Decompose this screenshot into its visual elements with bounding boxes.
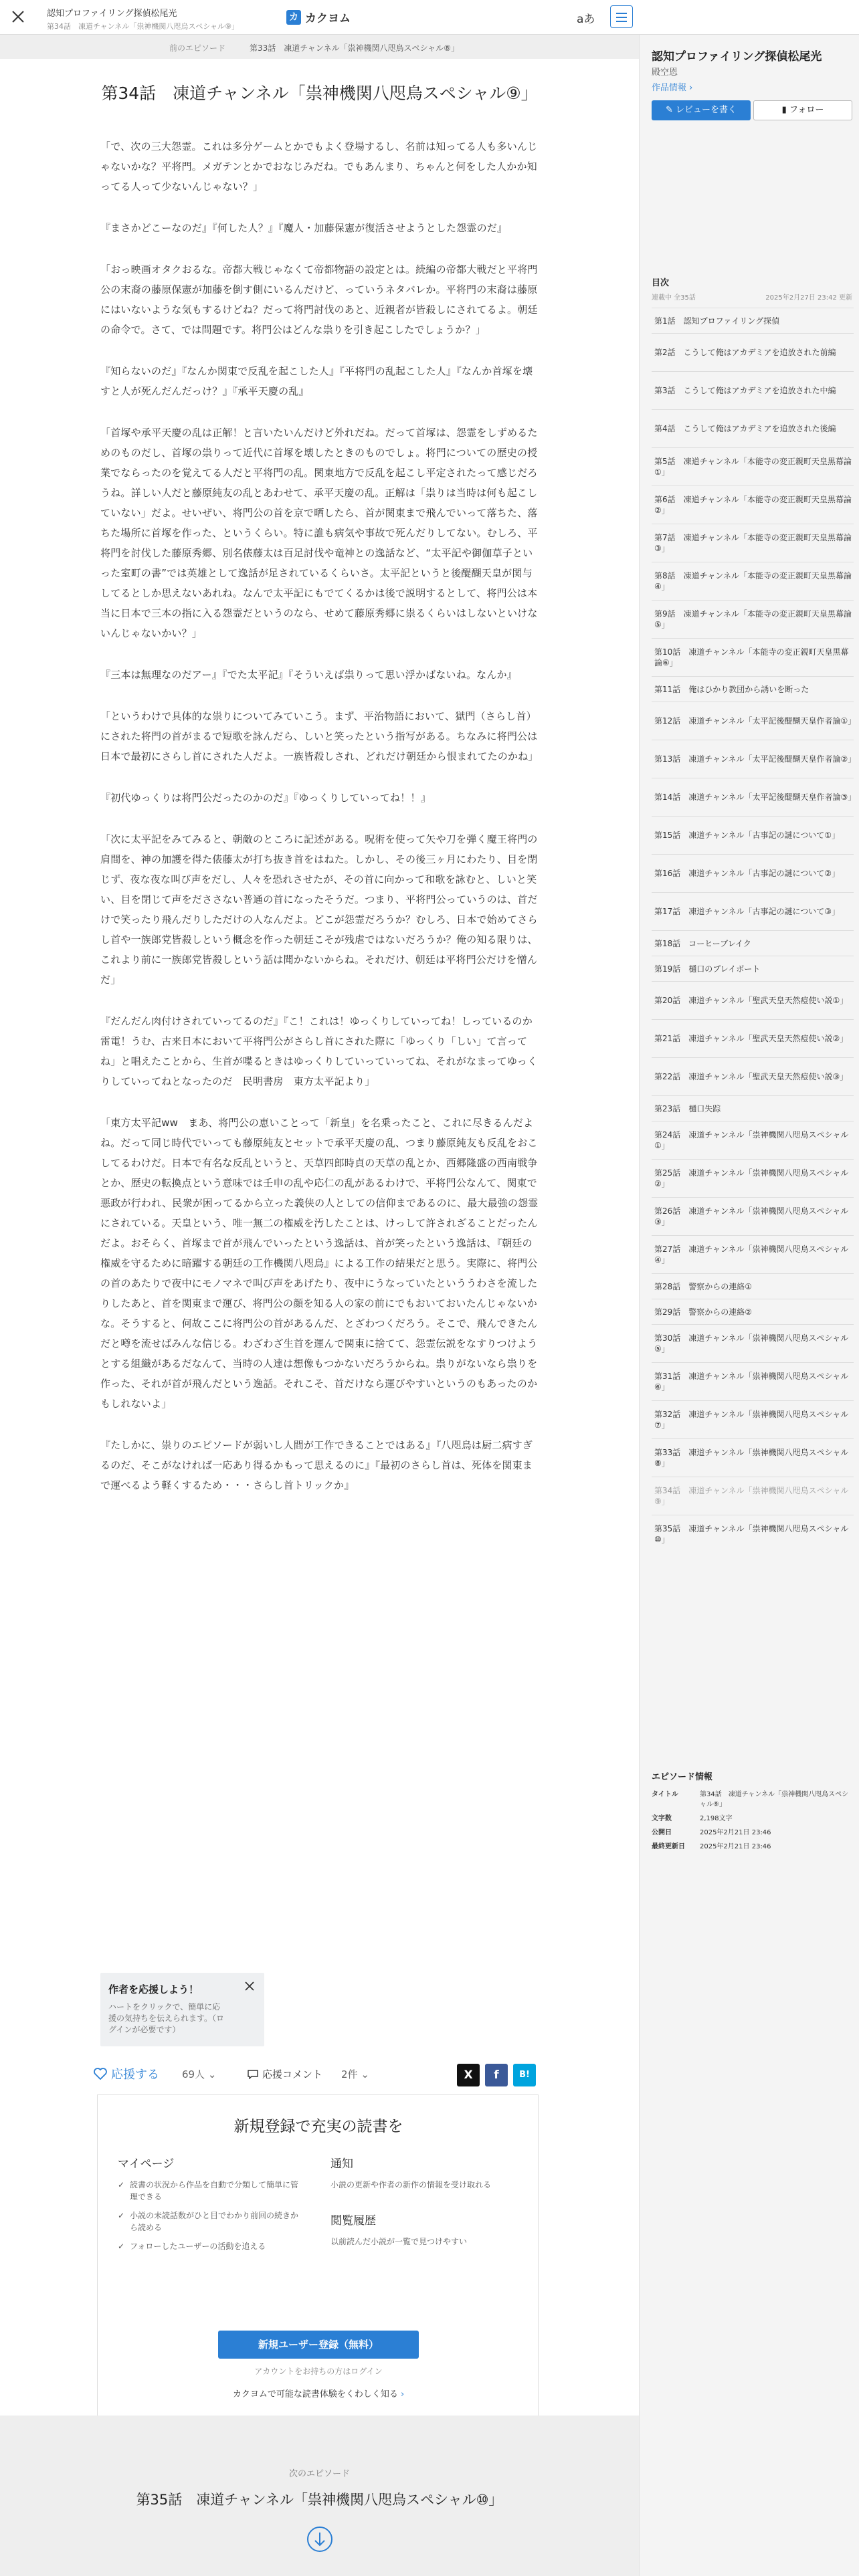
toc-item[interactable]: 第19話 樋口のプレイボート (652, 956, 854, 981)
mypage-item: ✓ 読書の状況から作品を自動で分類して簡単に管理できる (118, 2179, 305, 2203)
article-paragraph: 『初代ゆっくりは将門公だったのかのだ』『ゆっくりしていってね！！』 (100, 792, 431, 804)
toc-item[interactable]: 第30話 凍道チャンネル「祟神機関八咫烏スペシャル⑤」 (652, 1324, 854, 1362)
toc-updated: 2025年2月27日 23:42 更新 (765, 294, 852, 302)
next-episode-panel (0, 2416, 639, 2576)
toc-item[interactable]: 第29話 警察からの連絡② (652, 1299, 854, 1324)
article-paragraph: 「で、次の三大怨霊。これは多分ゲームとかでもよく登場するし、名前は知ってる人も多いんじゃないかな？平将門。メガテンとかでおなじみだね。でもあんまり、ちゃんと何をした人かか知ってる人って少ないんじゃない？」 (100, 140, 538, 193)
toc-status: 連載中 全35話 (652, 294, 696, 302)
learn-more-link[interactable] (98, 2387, 539, 2399)
article (100, 80, 539, 1517)
next-episode-title[interactable]: 第35話 凍道チャンネル「祟神機関八咫烏スペシャル⑩」 (136, 2492, 503, 2508)
review-label: レビューを書く (676, 105, 737, 115)
toc-item[interactable]: 第6話 凍道チャンネル「本能寺の変正親町天皇黒幕論②」 (652, 486, 854, 524)
toc-item[interactable]: 第7話 凍道チャンネル「本能寺の変正親町天皇黒幕論③」 (652, 524, 854, 562)
toc-item[interactable]: 第17話 凍道チャンネル「古事記の謎について③」 (652, 892, 854, 930)
episode-info-chars-value: 2,198文字 (700, 1815, 733, 1822)
chevron-down-icon: ⌄ (361, 2068, 369, 2080)
follow-button[interactable] (753, 100, 852, 120)
menu-button[interactable] (610, 5, 633, 28)
toc-item[interactable]: 第32話 凍道チャンネル「祟神機関八咫烏スペシャル⑦」 (652, 1400, 854, 1438)
cheer-title: 作者を応援しよう！ (108, 1983, 199, 1996)
episode-info-updated-value: 2025年2月21日 23:46 (700, 1843, 771, 1850)
notify-text: 小説の更新や作者の新作の情報を受け取れる (330, 2180, 492, 2189)
review-button[interactable] (652, 100, 751, 120)
next-episode-label: 次のエピソード (288, 2469, 350, 2479)
toc-meta (652, 292, 852, 302)
follow-label: フォロー (789, 105, 824, 115)
current-episode-label: 第33話 凍道チャンネル「祟神機関八咫烏スペシャル⑧」 (250, 43, 460, 53)
sidebar-work-title[interactable]: 認知プロファイリング探偵松尾光 (652, 50, 822, 64)
notify-title: 通知 (330, 2157, 353, 2171)
toc-item[interactable]: 第8話 凍道チャンネル「本能寺の変正親町天皇黒幕論④」 (652, 562, 854, 600)
toc-item[interactable]: 第27話 凍道チャンネル「祟神機関八咫烏スペシャル④」 (652, 1235, 854, 1273)
prev-episode-link[interactable]: 前のエピソード (169, 43, 226, 53)
signup-button[interactable]: 新規ユーザー登録（無料） (218, 2331, 419, 2359)
work-info-text: 作品情報 (652, 83, 687, 93)
chevron-right-icon: › (400, 2389, 405, 2399)
toc-item[interactable]: 第16話 凍道チャンネル「古事記の謎について②」 (652, 854, 854, 892)
cheer-count[interactable] (182, 2067, 216, 2081)
cheer-description: ハートをクリックで、簡単に応援の気持ちを伝えられます。（ログインが必要です） (108, 2002, 225, 2034)
comment-count-text: 2件 (341, 2068, 358, 2080)
mypage-column (118, 2154, 305, 2259)
mypage-item: ✓ 小説の未読話数がひと目でわかり前回の続きから読める (118, 2210, 305, 2234)
article-paragraph: 『三本は無理なのだアー』『でた太平記』『そういえば祟りって思い浮かばないね。なんか』 (100, 669, 517, 681)
toc-item[interactable]: 第15話 凍道チャンネル「古事記の謎について①」 (652, 816, 854, 854)
sidebar-author[interactable]: 殿空恩 (652, 68, 678, 78)
action-row (94, 2057, 539, 2090)
toc-item[interactable]: 第1話 認知プロファイリング探偵 (652, 308, 854, 333)
episode-title: 第34話 凍道チャンネル「祟神機関八咫烏スペシャル⑨」 (101, 84, 538, 103)
mypage-item: ✓ フォローしたユーザーの活動を追える (118, 2240, 305, 2252)
episode-info-title: エピソード情報 (652, 1772, 713, 1782)
toc-item[interactable]: 第11話 俺はひかり教団から誘いを断った (652, 676, 854, 702)
text-size-button[interactable]: aあ (577, 13, 595, 26)
article-paragraph: 「東方太平記ww まあ、将門公の恵いことって「新皇」を名乗ったこと、これに尽きるんだよね。だって同じ時代でいっても藤原純友とセットで承平天慶の乱、つまり藤原純友も反乱をおこしてるわけだ。日本で有名な反乱というと、天草四郎時貞の天草の乱とか、西郷隆盛の西南戦争とか、歴史の転換点という意味では壬申の乱や応仁の乱があるわけで、平将門公なんて、関東で悪政が行われ、民衆が困ってるから立った義侠の人としての信仰まであるのに、最大最強の怨霊にされている。天皇という、唯一無二の権威を汚したことは、けっして許されざることだったんだよ。おそらく、首塚まで首が飛んでいったという逸話は、首が笑ったという逸話は、『朝廷の権威を守るために暗躍する朝廷の工作機関八咫烏』による工作の結果だと思う。実際に、将門公の首のあたりで夜中にモノマネで叫び声をあげたり、夜中にうなっていたといううわさを流したりしたあと、首を関東まで運び、将門公の顔を知る人の家の前にでもおいておいたんじゃないかな。そうすると、何故ここに将門公の首があるんだ、とざわつくだろう。そこで、飛んできたんだと噂を流せばみんな信じる。わざわざ生首を運んで関東に捨てて、怨霊伝説をなすりつけようとする組織があるだなんて、当時の人達は想像もつかないだろうからね。祟りがないなら祟りを作った、それが首が飛んだという逸話。それこそ、首だけなら運びやすいというのもあったのかもしれないよ」 (100, 1117, 539, 1410)
article-paragraph: 『たしかに、祟りのエピソードが弱いし人間が工作できることではある』『八咫烏は厨二病すぎるのだ、そこがなければ一応あり得るかもって思えるのに』『最初のさらし首は、死体を関東まで運べるよう軽くするため・・・さらし首トリックか』 (100, 1439, 533, 1491)
menu-icon (616, 13, 627, 14)
toc-item[interactable]: 第20話 凍道チャンネル「聖武天皇天然痘使い説①」 (652, 981, 854, 1019)
cheer-button[interactable] (94, 2065, 159, 2082)
toc-item[interactable]: 第33話 凍道チャンネル「祟神機関八咫烏スペシャル⑧」 (652, 1438, 854, 1477)
mypage-title: マイページ (118, 2157, 175, 2171)
episode-nav (0, 35, 639, 59)
toc-item[interactable]: 第34話 凍道チャンネル「祟神機関八咫烏スペシャル⑨」 (652, 1477, 854, 1515)
episode-info-key: 最終更新日 (652, 1843, 685, 1850)
login-link[interactable]: アカウントをお持ちの方はログイン (254, 2367, 383, 2376)
toc-item[interactable]: 第23話 樋口失踪 (652, 1095, 854, 1121)
menu-icon-line (616, 21, 627, 22)
logo-mark-icon: カ (286, 10, 301, 25)
notify-column (330, 2154, 491, 2248)
share-hatena-button[interactable]: B! (513, 2064, 536, 2086)
episode-info-key: タイトル (652, 1791, 678, 1798)
article-paragraph: 『だんだん肉付けされていってるのだ』『こ！これは！ゆっくりしていってね！しっているのか雷電！うむ、古来日本において平将門公がさらし首にされた際に「ゆっくり「しい」て言ってね」と唱えたことから、生首が喋るときはゆっくりしていっていってね、それがなまってゆっくりしていってねとなったのだ 民明書房 東方太平記より」 (100, 1015, 538, 1087)
toc-item[interactable]: 第21話 凍道チャンネル「聖武天皇天然痘使い説②」 (652, 1019, 854, 1057)
episode-info-key: 公開日 (652, 1829, 672, 1836)
register-box (97, 2095, 539, 2422)
comment-icon (248, 2070, 258, 2079)
article-paragraph: 「というわけで具体的な祟りについてみていこう。まず、平治物語において、獄門（さらし首）にされた将門の首がまるで短歌を詠んだら、しいと笑ったという指写がある。ちなみに将門公は日本で最初にさらし首にされた人だよ。一族皆殺しされ、どれだけ朝廷から恨まれてたのかね」 (100, 710, 539, 762)
toc-item[interactable]: 第5話 凍道チャンネル「本能寺の変正親町天皇黒幕論①」 (652, 447, 854, 486)
comment-label: 応援コメント (262, 2068, 323, 2080)
history-title: 閲覧履歴 (330, 2214, 376, 2228)
sidebar (639, 35, 859, 2576)
article-paragraph: 「首塚や承平天慶の乱は正解！と言いたいんだけど外れだね。だって首塚は、怨霊をしずめるためのものだし、首塚の祟りって近代に首塚を壊したときのものでしょ。将門についての歴史の授業でならったのを覚えてる人だと平将門の乱。関東地方で反乱を起こし平定されたって感じだろうね。詳しい人だと藤原純友の乱とあわせて、承平天慶の乱。正解は「祟りは当時は何も起こしていない」だよ。せいぜい、将門公の首を京で晒したら、首が関東まで飛んでいって落ちた、落ちた場所に首塚を作った、というくらい。特に誰も病気や事故で死んだりしてない。むしろ、平将門を討伐した藤原秀郷、別名俵藤太は百足討伐や竜神との逸話など、“太平記や御伽草子といった室町の書”では英雄として逸話が足されているくらいさ。太平記というと後醍醐天皇が関与してるとしか思えないあれね。なんで太平記にもでてくるかは後で説明するとして、将門公は本当に日本で三本の指に入る怨霊だというのなら、せめて藤原秀郷に祟るくらいはしないといけないんじゃないかい？」 (100, 427, 538, 639)
toc-item[interactable]: 第14話 凍道チャンネル「太平記後醍醐天皇作者論③」 (652, 778, 854, 816)
comment-button[interactable] (248, 2067, 322, 2081)
learn-more-text: カクヨムで可能な読書体験をくわしく知る (232, 2389, 398, 2399)
logo-text: カクヨム (305, 12, 351, 25)
chevron-right-icon: › (689, 83, 693, 93)
episode-info-key: 文字数 (652, 1815, 672, 1822)
toc-item[interactable]: 第12話 凍道チャンネル「太平記後醍醐天皇作者論①」 (652, 702, 854, 740)
chevron-down-icon: ⌄ (207, 2068, 217, 2080)
toc-item[interactable]: 第24話 凍道チャンネル「祟神機関八咫烏スペシャル①」 (652, 1121, 854, 1159)
heart-icon (94, 2068, 107, 2080)
menu-icon-line (616, 17, 627, 18)
share-x-button[interactable]: X (457, 2064, 480, 2086)
header-episode-crumb: 第34話 凍道チャンネル「祟神機関八咫烏スペシャル⑨」 (47, 22, 239, 31)
episode-info-published-value: 2025年2月21日 23:46 (700, 1829, 771, 1836)
toc-item[interactable]: 第26話 凍道チャンネル「祟神機関八咫烏スペシャル③」 (652, 1197, 854, 1235)
toc-item[interactable]: 第25話 凍道チャンネル「祟神機関八咫烏スペシャル②」 (652, 1159, 854, 1197)
article-paragraph: 『まさかどこーなのだ』『何した人？』『魔人・加藤保憲が復活させようとした怨霊のだ』 (100, 222, 508, 234)
cheer-tooltip (100, 1973, 264, 2046)
register-title: 新規登録で充実の読書を (233, 2118, 403, 2135)
toc-item[interactable]: 第35話 凍道チャンネル「祟神機関八咫烏スペシャル⑩」 (652, 1515, 854, 1553)
work-info-link[interactable] (652, 80, 692, 93)
cheer-count-text: 69人 (182, 2068, 205, 2080)
episode-info (652, 1790, 854, 1856)
toc-title: 目次 (652, 278, 670, 288)
history-text: 以前読んだ小説が一覧で見つけやすい (330, 2237, 468, 2246)
toc-item[interactable]: 第2話 こうして俺はアカデミアを追放された前編 (652, 333, 854, 371)
toc-item[interactable]: 第22話 凍道チャンネル「聖武天皇天然痘使い説③」 (652, 1057, 854, 1095)
site-logo[interactable] (286, 9, 351, 25)
toc-item[interactable]: 第10話 凍道チャンネル「本能寺の変正親町天皇黒幕論⑥」 (652, 638, 854, 676)
cheer-label: 応援する (111, 2068, 159, 2082)
header-titles (47, 6, 239, 31)
article-paragraph: 「おっ映画オタクおるな。帝都大戦じゃなくて帝都物語の設定とは。続編の帝都大戦だと平将門公の末裔の藤原保憲が加藤を倒す側にいるんだけど、っていうネタバレか。平将門の末裔は藤原にはいないような気もするけどね？だって将門討伐のあと、近親者が皆殺しにされてるよ。朝廷の命令で。さて、では問題です。将門公はどんな祟りを引き起こしたでしょうか？」 (100, 263, 538, 336)
article-body (100, 136, 539, 1495)
toc-item[interactable]: 第4話 こうして俺はアカデミアを追放された後編 (652, 409, 854, 447)
main-column (0, 35, 639, 2576)
toc-item[interactable]: 第3話 こうして俺はアカデミアを追放された中編 (652, 371, 854, 409)
share-facebook-button[interactable]: f (485, 2064, 508, 2086)
header-work-title[interactable]: 認知プロファイリング探偵松尾光 (47, 9, 177, 19)
toc-item[interactable]: 第28話 警察からの連絡① (652, 1273, 854, 1299)
toc-item[interactable]: 第9話 凍道チャンネル「本能寺の変正親町天皇黒幕論⑤」 (652, 600, 854, 638)
close-icon[interactable] (244, 1981, 255, 1992)
arrow-down-icon[interactable] (306, 2526, 333, 2553)
toc-list (652, 308, 854, 1553)
toc-item[interactable]: 第31話 凍道チャンネル「祟神機関八咫烏スペシャル⑥」 (652, 1362, 854, 1400)
episode-info-title-value: 第34話 凍道チャンネル「祟神機関八咫烏スペシャル⑨」 (700, 1791, 849, 1808)
bookmark-icon: ▮ (781, 105, 787, 115)
toc-item[interactable]: 第13話 凍道チャンネル「太平記後醍醐天皇作者論②」 (652, 740, 854, 778)
comment-count[interactable] (341, 2067, 369, 2081)
pencil-icon: ✎ (665, 105, 673, 115)
article-paragraph: 「次に太平記をみてみると、朝敵のところに記述がある。呪術を使って矢や刀を弾く魔王将門の肩間を、神の加護を得た俵藤太が打ち抜き首をはねた。しかし、その後三ヶ月にわたり、目を閉じず、夜な夜な叫び声をだし、人々を恐れさせたが、その首に向かって和歌を詠むと、しいと笑い、目を閉じて声をだささない普通の首になったそうだ。つまり、平将門公っていうのは、首だけで笑ったり飛んだりしただけの人なんだよ。どこが怨霊だろうか？むしろ、日本で始めてさらし首や一族郎党皆殺しという概念を作った朝廷こそが残虐ではないだろうか？俺の知る限りは、これより前に一族郎党皆殺しという話は聞かないからね。それだけ、朝廷は平将門公だけを憎んだ」 (100, 833, 538, 986)
close-icon[interactable] (9, 8, 27, 25)
toc-item[interactable]: 第18話 コーヒーブレイク (652, 930, 854, 956)
article-paragraph: 『知らないのだ』『なんか関東で反乱を起こした人』『平将門の乱起こした人』『なんか首塚を壊すと人が死んだんだっけ？』『承平天慶の乱』 (100, 365, 533, 397)
header (0, 0, 859, 35)
